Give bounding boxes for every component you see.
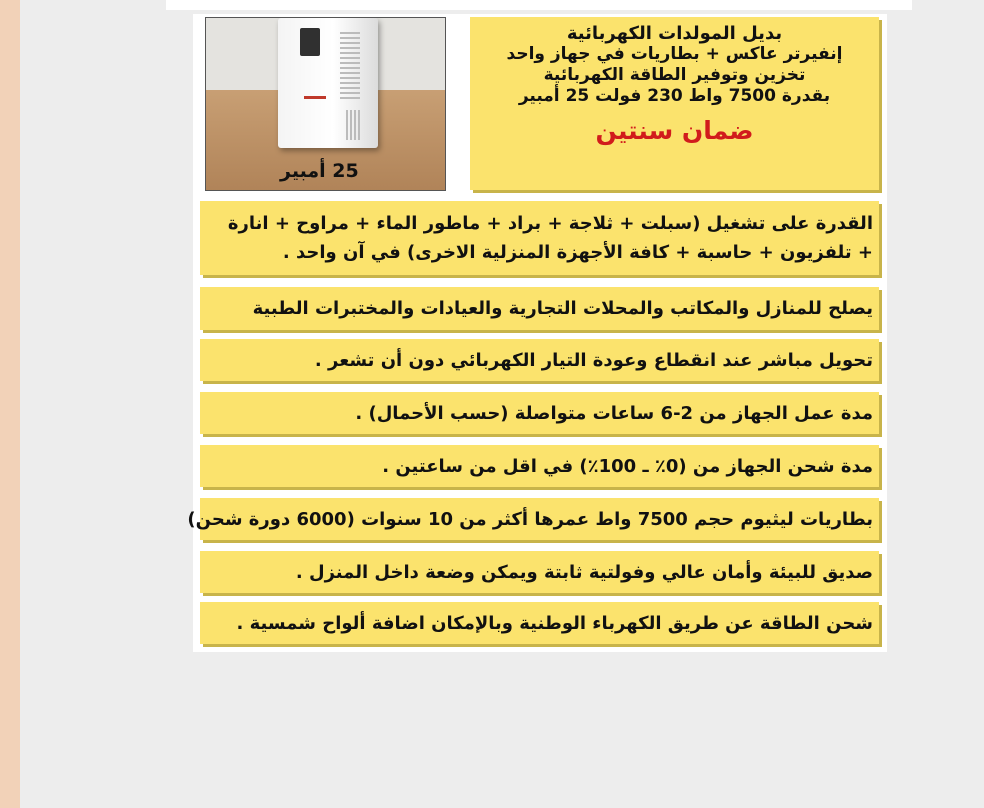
photo-caption: 25 أمبير [280, 160, 359, 182]
feature-row-3 [200, 339, 879, 381]
feature-3-text: تحويل مباشر عند انقطاع وعودة التيار الكهربائي دون أن تشعر . [314, 349, 873, 371]
device-display [300, 28, 320, 56]
feature-6-text: بطاريات ليثيوم حجم 7500 واط عمرها أكثر من 10 سنوات (6000 دورة شحن) [187, 508, 873, 530]
feature-4-text: مدة عمل الجهاز من 2-6 ساعات متواصلة (حسب الأحمال) . [355, 402, 873, 424]
feature-row-6 [187, 498, 879, 540]
header-box [470, 17, 879, 190]
feature-1-line-2: + تلفزيون + حاسبة + كافة الأجهزة المنزلية الاخرى) في آن واحد . [282, 242, 873, 263]
feature-row-8 [200, 602, 879, 644]
feature-row-7 [200, 551, 879, 593]
feature-row-1 [200, 201, 879, 275]
device-vents-lower [346, 110, 360, 140]
feature-2-text: يصلح للمنازل والمكاتب والمحلات التجارية والعيادات والمختبرات الطبية [252, 298, 873, 319]
feature-5-text: مدة شحن الجهاز من (0٪ ـ 100٪) في اقل من ساعتين . [382, 455, 873, 477]
warranty-text: ضمان سنتين [595, 116, 754, 145]
header-line-1: بديل المولدات الكهربائية [566, 23, 783, 44]
header-line-3: تخزين وتوفير الطاقة الكهربائية [543, 65, 806, 85]
header-line-4: بقدرة 7500 واط 230 فولت 25 أمبير [518, 86, 831, 106]
feature-1-line-1: القدرة على تشغيل (سبلت + ثلاجة + براد + ماطور الماء + مراوح + انارة [227, 213, 873, 234]
feature-7-text: صديق للبيئة وأمان عالي وفولتية ثابتة ويمكن وضعة داخل المنزل . [295, 561, 873, 583]
feature-row-4 [200, 392, 879, 434]
feature-row-5 [200, 445, 879, 487]
inverter-device-image [278, 18, 378, 148]
left-edge-strip [0, 0, 20, 808]
product-photo [205, 17, 446, 191]
feature-8-text: شحن الطاقة عن طريق الكهرباء الوطنية وبالإمكان اضافة ألواح شمسية . [236, 612, 873, 634]
top-white-bar [166, 0, 912, 10]
feature-row-2 [200, 287, 879, 330]
device-vents [340, 32, 360, 102]
device-brand-mark [304, 96, 326, 99]
header-line-2: إنفيرتر عاكس + بطاريات في جهاز واحد [506, 44, 843, 64]
